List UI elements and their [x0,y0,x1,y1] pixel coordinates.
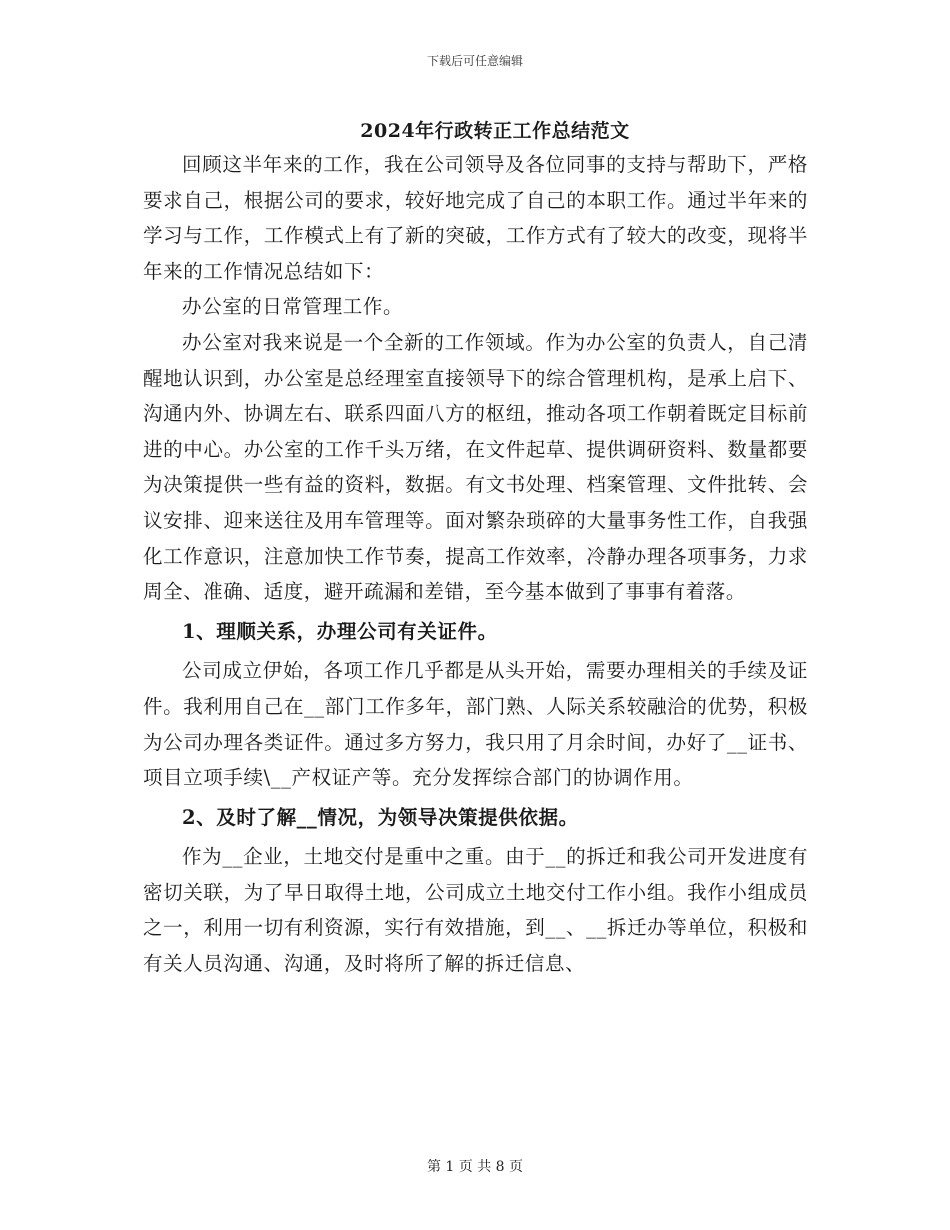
paragraph-section-office: 办公室的日常管理工作。 [182,295,404,319]
document-title: 2024年行政转正工作总结范文 [360,120,630,142]
document-body [143,147,808,982]
paragraph-certificates: 公司成立伊始，各项工作几乎都是从头开始，需要办理相关的手续及证件。我利用自己在__部门工作多年，部门熟、人际关系较融洽的优势，积极为公司办理各类证件。通过多方努力，我只用了月余时间，办好了__证书、项目立项手续\__产权证产等。充分发挥综合部门的协调作用。 [143,659,808,790]
heading-decision-support: 2、及时了解__情况，为领导决策提供依据。 [182,805,579,829]
paragraph-office-duties: 办公室对我来说是一个全新的工作领域。作为办公室的负责人，自己清醒地认识到，办公室是总经理室直接领导下的综合管理机构，是承上启下、沟通内外、协调左右、联系四面八方的枢纽，推动各项工作朝着既定目标前进的中心。办公室的工作千头万绪，在文件起草、提供调研资料、数量都要为决策提供一些有益的资料，数据。有文书处理、档案管理、文件批转、会议安排、迎来送往及用车管理等。面对繁杂琐碎的大量事务性工作，自我强化工作意识，注意加快工作节奏，提高工作效率，冷静办理各项事务，力求周全、准确、适度，避开疏漏和差错，至今基本做到了事事有着落。 [143,330,808,604]
paragraph-land-delivery: 作为__企业，土地交付是重中之重。由于__的拆迁和我公司开发进度有密切关联，为了早日取得土地，公司成立土地交付工作小组。我作小组成员之一，利用一切有利资源，实行有效措施，到__、__拆迁办等单位，积极和有关人员沟通、沟通，及时将所了解的拆迁信息、 [143,845,808,976]
page-footer-number: 第 1 页 共 8 页 [426,1159,524,1175]
page-header-note: 下载后可任意编辑 [426,54,523,68]
paragraph-intro: 回顾这半年来的工作，我在公司领导及各位同事的支持与帮助下，严格要求自己，根据公司的要求，较好地完成了自己的本职工作。通过半年来的学习与工作，工作模式上有了新的突破，工作方式有了较大的改变，现将半年来的工作情况总结如下： [143,153,808,283]
heading-certificates: 1、理顺关系，办理公司有关证件。 [182,619,498,643]
